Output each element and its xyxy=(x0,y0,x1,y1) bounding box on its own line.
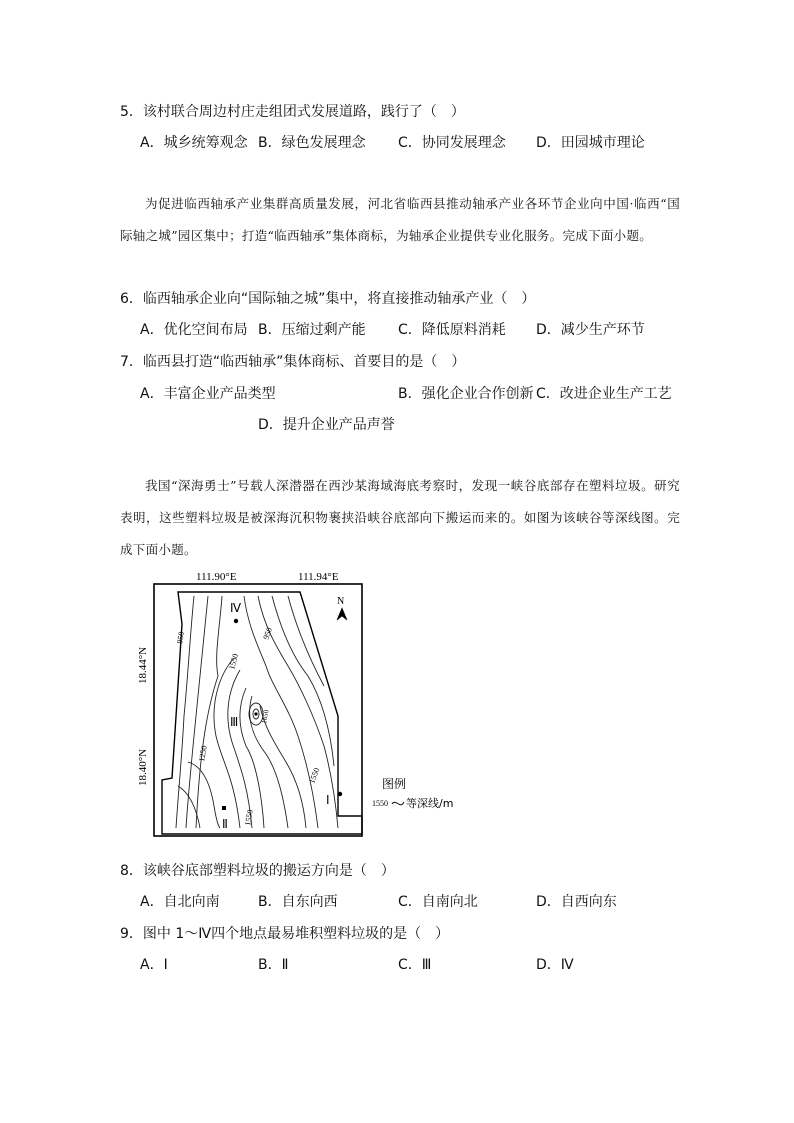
question-8-option-b: B．自东向西 xyxy=(258,894,338,910)
question-9-option-a: A．Ⅰ xyxy=(140,957,168,973)
question-7-stem: 7．临西县打造“临西轴承”集体商标、首要目的是（ ） xyxy=(120,354,466,370)
legend-title: 图例 xyxy=(382,777,407,791)
contour-label-1250: 1250 xyxy=(197,745,209,763)
legend-isobath-sample-icon xyxy=(392,802,404,805)
question-8-option-d: D．自西向东 xyxy=(536,894,617,910)
question-9-option-c: C．Ⅲ xyxy=(398,957,432,973)
isobath-lines xyxy=(176,596,338,828)
question-7-option-b: B．强化企业合作创新 xyxy=(398,386,534,402)
lat-label-18-40: 18.40°N xyxy=(137,748,149,786)
contour-label-950-right: 950 xyxy=(261,626,274,641)
point-i-marker xyxy=(338,792,342,796)
lon-label-111-90: 111.90°E xyxy=(196,571,237,583)
question-5-stem: 5．该村联合周边村庄走组团式发展道路，践行了（ ） xyxy=(120,104,465,120)
question-7-option-a: A．丰富企业产品类型 xyxy=(140,386,276,402)
contour-label-950-left: 950 xyxy=(175,630,187,645)
point-iii-label: Ⅲ xyxy=(230,715,239,729)
point-iii-marker xyxy=(254,712,257,715)
point-iv-marker xyxy=(234,619,238,623)
passage-lixi-bearing: 为促进临西轴承产业集群高质量发展，河北省临西县推动轴承产业各环节企业向中国·临西“国际轴之城”园区集中；打造“临西轴承”集体商标，为轴承企业提供专业化服务。完成下面小题。 xyxy=(120,196,680,243)
question-6-stem: 6．临西轴承企业向“国际轴之城”集中，将直接推动轴承产业（ ） xyxy=(120,291,536,307)
contour-label-1650: 1650 xyxy=(260,709,271,725)
question-8-option-a: A．自北向南 xyxy=(140,894,220,910)
question-6-option-c: C．降低原料消耗 xyxy=(398,322,506,338)
question-6-option-a: A．优化空间布局 xyxy=(140,322,248,338)
north-label: N xyxy=(337,596,345,607)
question-6-option-b: B．压缩过剩产能 xyxy=(258,322,366,338)
legend-text: 等深线/m xyxy=(406,797,454,810)
point-iv-label: Ⅳ xyxy=(230,601,242,615)
legend-value: 1550 xyxy=(372,799,388,808)
question-8-stem: 8．该峡谷底部塑料垃圾的搬运方向是（ ） xyxy=(120,863,395,879)
question-9-option-d: D．Ⅳ xyxy=(536,957,574,973)
question-5-option-c: C．协同发展理念 xyxy=(398,135,506,151)
question-6-option-d: D．减少生产环节 xyxy=(536,322,645,338)
question-5-option-d: D．田园城市理论 xyxy=(536,135,645,151)
contour-label-1550-top: 1550 xyxy=(227,652,241,671)
question-9-option-b: B．Ⅱ xyxy=(258,957,289,973)
question-7-option-c: C．改进企业生产工艺 xyxy=(536,386,672,402)
question-8-option-c: C．自南向北 xyxy=(398,894,478,910)
question-7-option-d: D．提升企业产品声誉 xyxy=(258,417,395,433)
point-ii-label: Ⅱ xyxy=(222,817,228,831)
lon-label-111-94: 111.94°E xyxy=(298,571,339,583)
lat-label-18-44: 18.44°N xyxy=(137,646,149,684)
contour-label-1550-bottom: 1550 xyxy=(243,809,255,827)
canyon-isobath-map xyxy=(137,566,468,848)
point-ii-marker xyxy=(222,806,226,810)
question-5-option-a: A．城乡统筹观念 xyxy=(140,135,248,151)
north-arrow-icon xyxy=(337,608,347,620)
question-5-option-b: B．绿色发展理念 xyxy=(258,135,366,151)
passage-deep-sea: 我国“深海勇士”号载人深潜器在西沙某海域海底考察时，发现一峡谷底部存在塑料垃圾。研究表明，这些塑料垃圾是被深海沉积物裹挟沿峡谷底部向下搬运而来的。如图为该峡谷等深线图。完成下面小题。 xyxy=(120,478,680,557)
contour-label-1550-right: 1550 xyxy=(307,766,322,785)
point-i-label: Ⅰ xyxy=(326,793,330,807)
question-9-stem: 9．图中 1～Ⅳ四个地点最易堆积塑料垃圾的是（ ） xyxy=(120,926,450,942)
